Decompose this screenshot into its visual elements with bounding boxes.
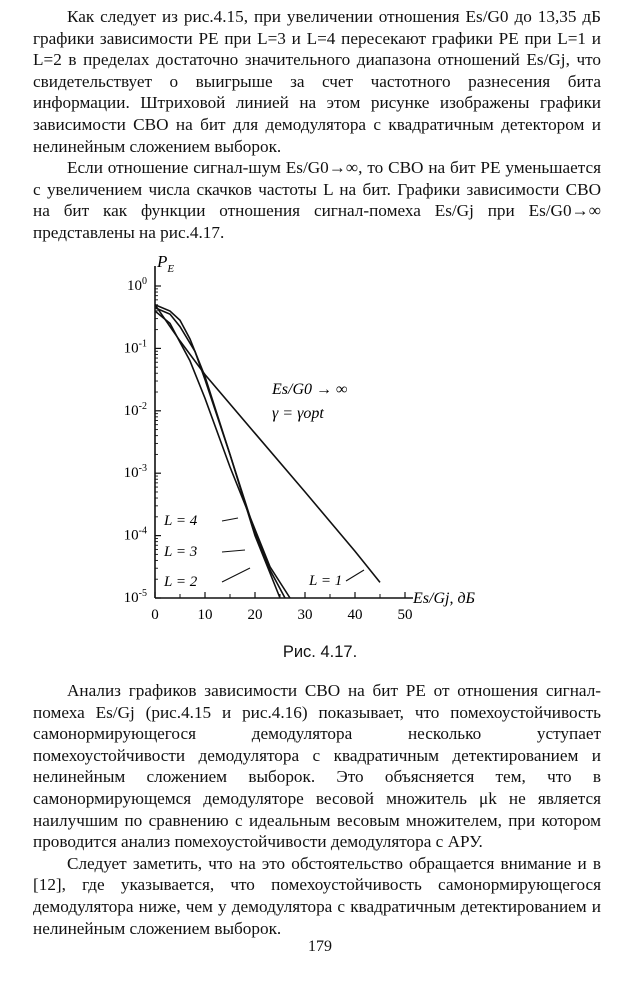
figure-4-17-chart [100,248,520,638]
figure-caption: Рис. 4.17. [282,643,358,661]
series-leader-line [222,568,250,582]
x-tick-label: 40 [347,607,363,623]
text-block-top [33,6,601,244]
series-label: L = 1 [309,573,343,589]
x-axis-label: Es/Gj, дБ [413,590,475,607]
y-axis-label: $P_E$ [157,252,175,275]
series-leader-line [222,518,238,521]
series-leader-line [346,570,364,581]
series-label: L = 4 [164,513,198,529]
paragraph: Следует заметить, что на это обстоятельство обращается внимание и в [12], где указывается, что помехоустойчивость самонормирующегося демодулятора ниже, чем у демодулятора с квадратичным детектированием и нелинейным сложением выборок. [33,853,601,938]
paragraph: Если отношение сигнал-шум Es/G0→∞, то СВО на бит PE уменьшается с увеличением числа скачков частоты L на бит. Графики зависимости СВО на бит как функции отношения сигнал-помеха Es/Gj при Es/G0→∞ представлены на рис.4.17. [33,158,601,242]
text-block-bottom [33,680,601,939]
y-tick-label: $10^{-5}$ [123,588,147,606]
series-label: L = 3 [164,544,198,560]
series-label: L = 2 [164,574,198,590]
x-tick-label: 0 [151,607,159,623]
chart-annotation: Es/G0 → ∞ [272,381,348,398]
y-tick-label: $10^{-3}$ [123,463,147,482]
y-tick-label: $10^{-2}$ [123,400,147,419]
series-line-l1 [155,305,380,583]
y-tick-label: $10^{-1}$ [123,338,147,357]
page-number: 179 [308,938,332,955]
x-tick-label: 30 [297,607,313,623]
paragraph: Как следует из рис.4.15, при увеличении отношения Es/G0 до 13,35 дБ графики зависимости PE при L=3 и L=4 пересекают графики PE при L=1 и L=2 в пределах достаточно значительного диапазона отношений Es/Gj, что свидетельствует о выигрыше за счет частотного разнесения бита информации. Штриховой линией на этом рисунке изображены графики зависимости СВО на бит для демодулятора с квадратичным детектором и нелинейным сложением выборок. [33,7,601,156]
x-tick-label: 50 [397,607,413,623]
chart-labels [156,252,476,607]
x-tick-label: 10 [197,607,213,623]
y-tick-label: $10^0$ [127,276,147,294]
paragraph: Анализ графиков зависимости СВО на бит PE от отношения сигнал-помеха Es/Gj (рис.4.15 и рис.4.16) показывает, что помехоустойчивость самонормирующегося демодулятора несколько уступает помехоустойчивости демодулятора с квадратичным детектированием и нелинейным сложением выборок. Это объясняется тем, что в самонормирующемся демодуляторе весовой множитель μk не является наилучшим по сравнению с идеальным весовым множителем, при котором проводится анализ помехоустойчивости демодулятора с АРУ. [33,681,601,852]
series-leader-line [222,550,245,552]
chart-annotation: γ = γopt [272,405,324,422]
y-tick-label: $10^{-4}$ [123,525,147,544]
x-tick-label: 20 [247,607,263,623]
